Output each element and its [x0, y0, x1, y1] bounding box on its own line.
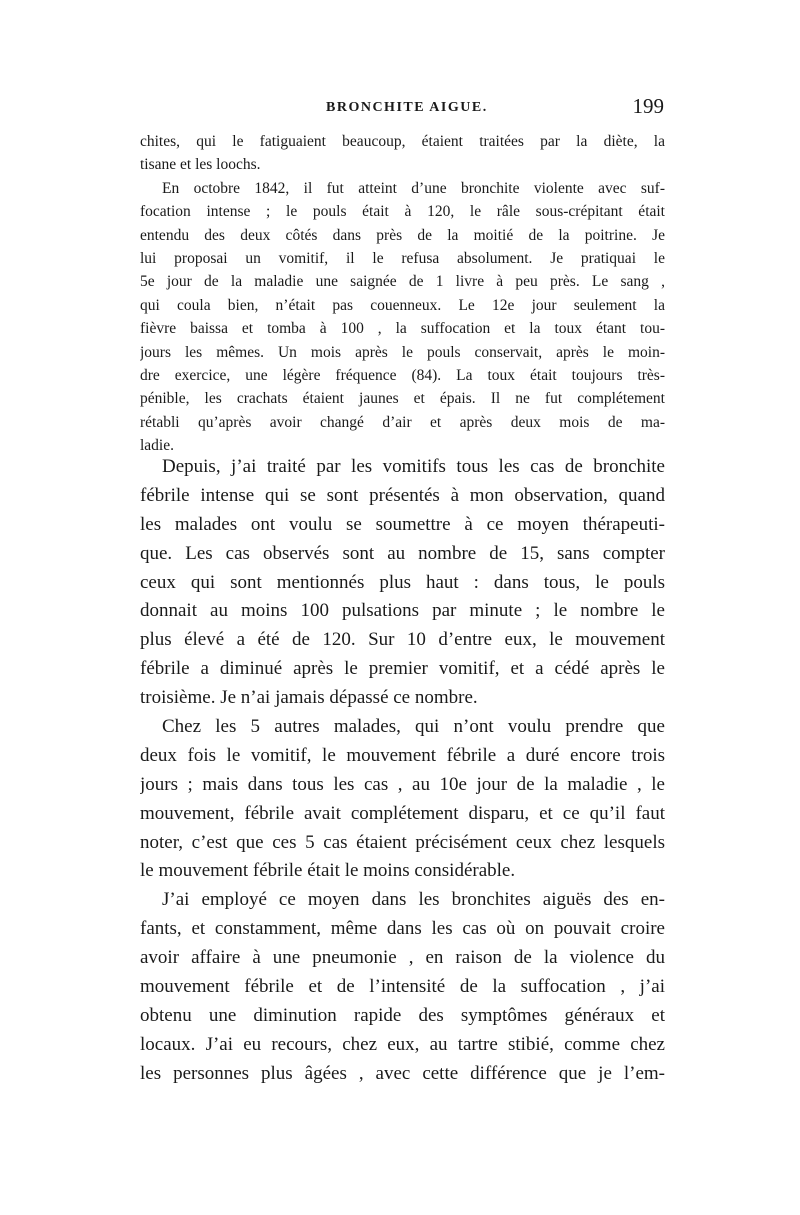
text-line: locaux. J’ai eu recours, chez eux, au tartre stibié, comme chez — [140, 1033, 665, 1055]
text-line: chites, qui le fatiguaient beaucoup, étaient traitées par la diète, la — [140, 133, 665, 150]
text-line: ladie. — [140, 437, 174, 455]
text-line: deux fois le vomitif, le mouvement fébrile a duré encore trois — [140, 744, 665, 766]
text-line: dre exercice, une légère fréquence (84). La toux était toujours très- — [140, 366, 665, 384]
text-line: lui proposai un vomitif, il le refusa absolument. Je pratiquai le — [140, 249, 665, 267]
text-line: avoir affaire à une pneumonie , en raison de la violence du — [140, 947, 665, 969]
text-line: les malades ont voulu se soumettre à ce moyen thérapeuti- — [140, 513, 665, 535]
text-line: qui coula bien, n’était pas couenneux. Le 12e jour seulement la — [140, 296, 665, 314]
text-line: plus élevé a été de 120. Sur 10 d’entre eux, le mouvement — [140, 629, 665, 651]
text-line: troisième. Je n’ai jamais dépassé ce nombre. — [140, 687, 478, 709]
page-number: 199 — [632, 94, 664, 118]
large-text-block — [140, 453, 665, 1089]
text-line: Depuis, j’ai traité par les vomitifs tous les cas de bronchite — [162, 456, 665, 477]
text-line: focation intense ; le pouls était à 120, le râle sous-crépitant était — [140, 203, 665, 221]
text-line: tisane et les loochs. — [140, 156, 261, 174]
text-line: fébrile a diminué après le premier vomitif, et a cédé après le — [140, 658, 665, 680]
text-line: 5e jour de la maladie une saignée de 1 livre à peu près. Le sang , — [140, 273, 665, 291]
text-line: jours ; mais dans tous les cas , au 10e jour de la maladie , le — [140, 773, 665, 795]
text-line: entendu des deux côtés dans près de la moitié de la poitrine. Je — [140, 226, 665, 244]
text-line: noter, c’est que ces 5 cas étaient précisément ceux chez lesquels — [140, 831, 665, 853]
text-line: fants, et constamment, même dans les cas où on pouvait croire — [140, 918, 665, 940]
text-line: le mouvement fébrile était le moins considérable. — [140, 860, 516, 882]
text-line: fièvre baissa et tomba à 100 , la suffocation et la toux étant tou- — [140, 320, 665, 338]
running-title: BRONCHITE AIGUE. — [326, 100, 488, 115]
text-line: En octobre 1842, il fut atteint d’une bronchite violente avec suf- — [162, 179, 665, 197]
small-text-block — [140, 130, 665, 457]
text-line: jours les mêmes. Un mois après le pouls conservait, après le moin- — [140, 343, 665, 361]
text-line: les personnes plus âgées , avec cette différence que je l’em- — [140, 1062, 665, 1084]
text-line: que. Les cas observés sont au nombre de 15, sans compter — [140, 542, 665, 564]
text-line: pénible, les crachats étaient jaunes et épais. Il ne fut complétement — [140, 390, 665, 408]
running-head — [138, 94, 666, 124]
text-line: fébrile intense qui se sont présentés à mon observation, quand — [140, 484, 665, 506]
text-line: donnait au moins 100 pulsations par minute ; le nombre le — [140, 600, 665, 622]
text-line: obtenu une diminution rapide des symptômes généraux et — [140, 1004, 665, 1026]
text-line: mouvement fébrile et de l’intensité de la suffocation , j’ai — [140, 976, 665, 998]
text-line: ceux qui sont mentionnés plus haut : dans tous, le pouls — [140, 571, 665, 593]
text-line: mouvement, fébrile avait complétement disparu, et ce qu’il faut — [140, 802, 665, 824]
text-line: rétabli qu’après avoir changé d’air et après deux mois de ma- — [140, 413, 665, 431]
text-line: J’ai employé ce moyen dans les bronchites aiguës des en- — [162, 889, 665, 911]
text-line: Chez les 5 autres malades, qui n’ont voulu prendre que — [162, 716, 665, 738]
